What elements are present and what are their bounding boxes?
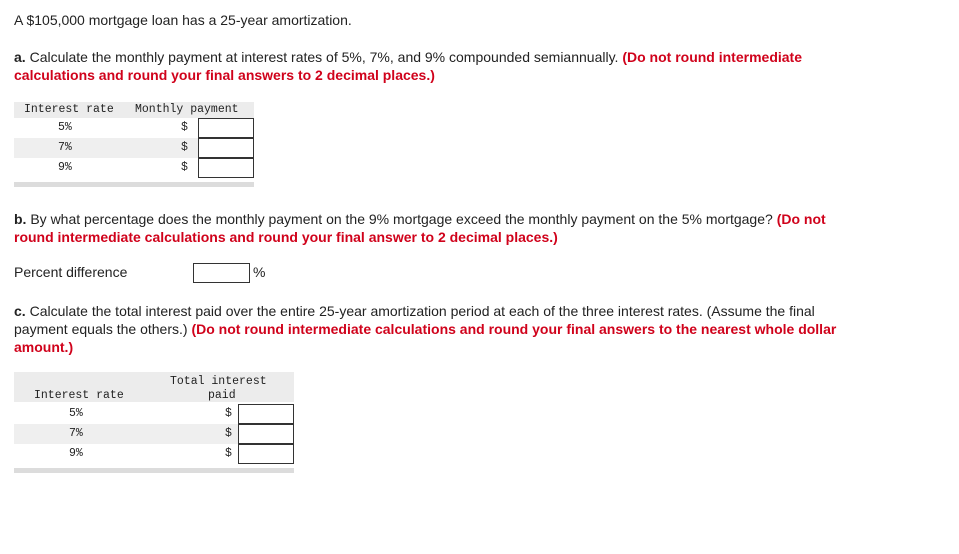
table-header [14, 102, 254, 118]
part-a-text: Calculate the monthly payment at interest rates of 5%, 7%, and 9% compounded semiannually. [29, 49, 619, 65]
part-c-text-1: Calculate the total interest paid over the entire 25-year amortization period at each of the three interest rates. (Assume the final [29, 303, 815, 319]
part-b-letter: b. [14, 211, 27, 227]
rate-cell: 9% [58, 161, 72, 174]
rate-cell: 7% [69, 427, 83, 440]
header-paid: paid [208, 389, 236, 402]
table-row [14, 118, 254, 138]
table-bottom-bar [14, 468, 294, 473]
rate-cell: 5% [69, 407, 83, 420]
currency-symbol: $ [181, 141, 188, 154]
currency-symbol: $ [225, 447, 232, 460]
table-row [14, 424, 294, 444]
currency-symbol: $ [225, 407, 232, 420]
total-interest-input-9[interactable] [238, 444, 294, 464]
part-b-text: By what percentage does the monthly payment on the 9% mortgage exceed the monthly payment on the 5% mortgage? [30, 211, 773, 227]
total-interest-input-5[interactable] [238, 404, 294, 424]
part-a-letter: a. [14, 49, 26, 65]
header-interest-rate: Interest rate [24, 103, 114, 116]
part-b-instruction-1: (Do not [776, 211, 826, 227]
currency-symbol: $ [181, 121, 188, 134]
part-b-question [14, 210, 944, 246]
table-row [14, 138, 254, 158]
part-a-question [14, 48, 934, 84]
part-a-instruction-1: (Do not round intermediate [622, 49, 802, 65]
table-row [14, 404, 294, 424]
rate-cell: 7% [58, 141, 72, 154]
percent-difference-input[interactable] [193, 263, 250, 283]
table-row [14, 158, 254, 178]
monthly-payment-input-9[interactable] [198, 158, 254, 178]
percent-unit: % [253, 264, 266, 280]
monthly-payment-input-7[interactable] [198, 138, 254, 158]
part-c-instruction-2: amount.) [14, 339, 74, 355]
header-monthly-payment: Monthly payment [135, 103, 239, 116]
table-row [14, 444, 294, 464]
part-c-text-2: payment equals the others.) [14, 321, 188, 337]
problem-intro: A $105,000 mortgage loan has a 25-year amortization. [14, 12, 352, 28]
part-c-letter: c. [14, 303, 26, 319]
currency-symbol: $ [225, 427, 232, 440]
total-interest-input-7[interactable] [238, 424, 294, 444]
rate-cell: 5% [58, 121, 72, 134]
monthly-payment-input-5[interactable] [198, 118, 254, 138]
percent-difference-label: Percent difference [14, 264, 128, 280]
header-interest-rate: Interest rate [34, 389, 124, 402]
header-total-interest: Total interest [170, 375, 267, 388]
part-c-question [14, 302, 944, 356]
table-bottom-bar [14, 182, 254, 187]
currency-symbol: $ [181, 161, 188, 174]
part-c-instruction-1: (Do not round intermediate calculations and round your final answers to the nearest whole dollar [191, 321, 837, 337]
table-header [14, 372, 294, 402]
part-a-instruction-2: calculations and round your final answers to 2 decimal places.) [14, 67, 435, 83]
rate-cell: 9% [69, 447, 83, 460]
part-b-instruction-2: round intermediate calculations and round your final answer to 2 decimal places.) [14, 229, 558, 245]
